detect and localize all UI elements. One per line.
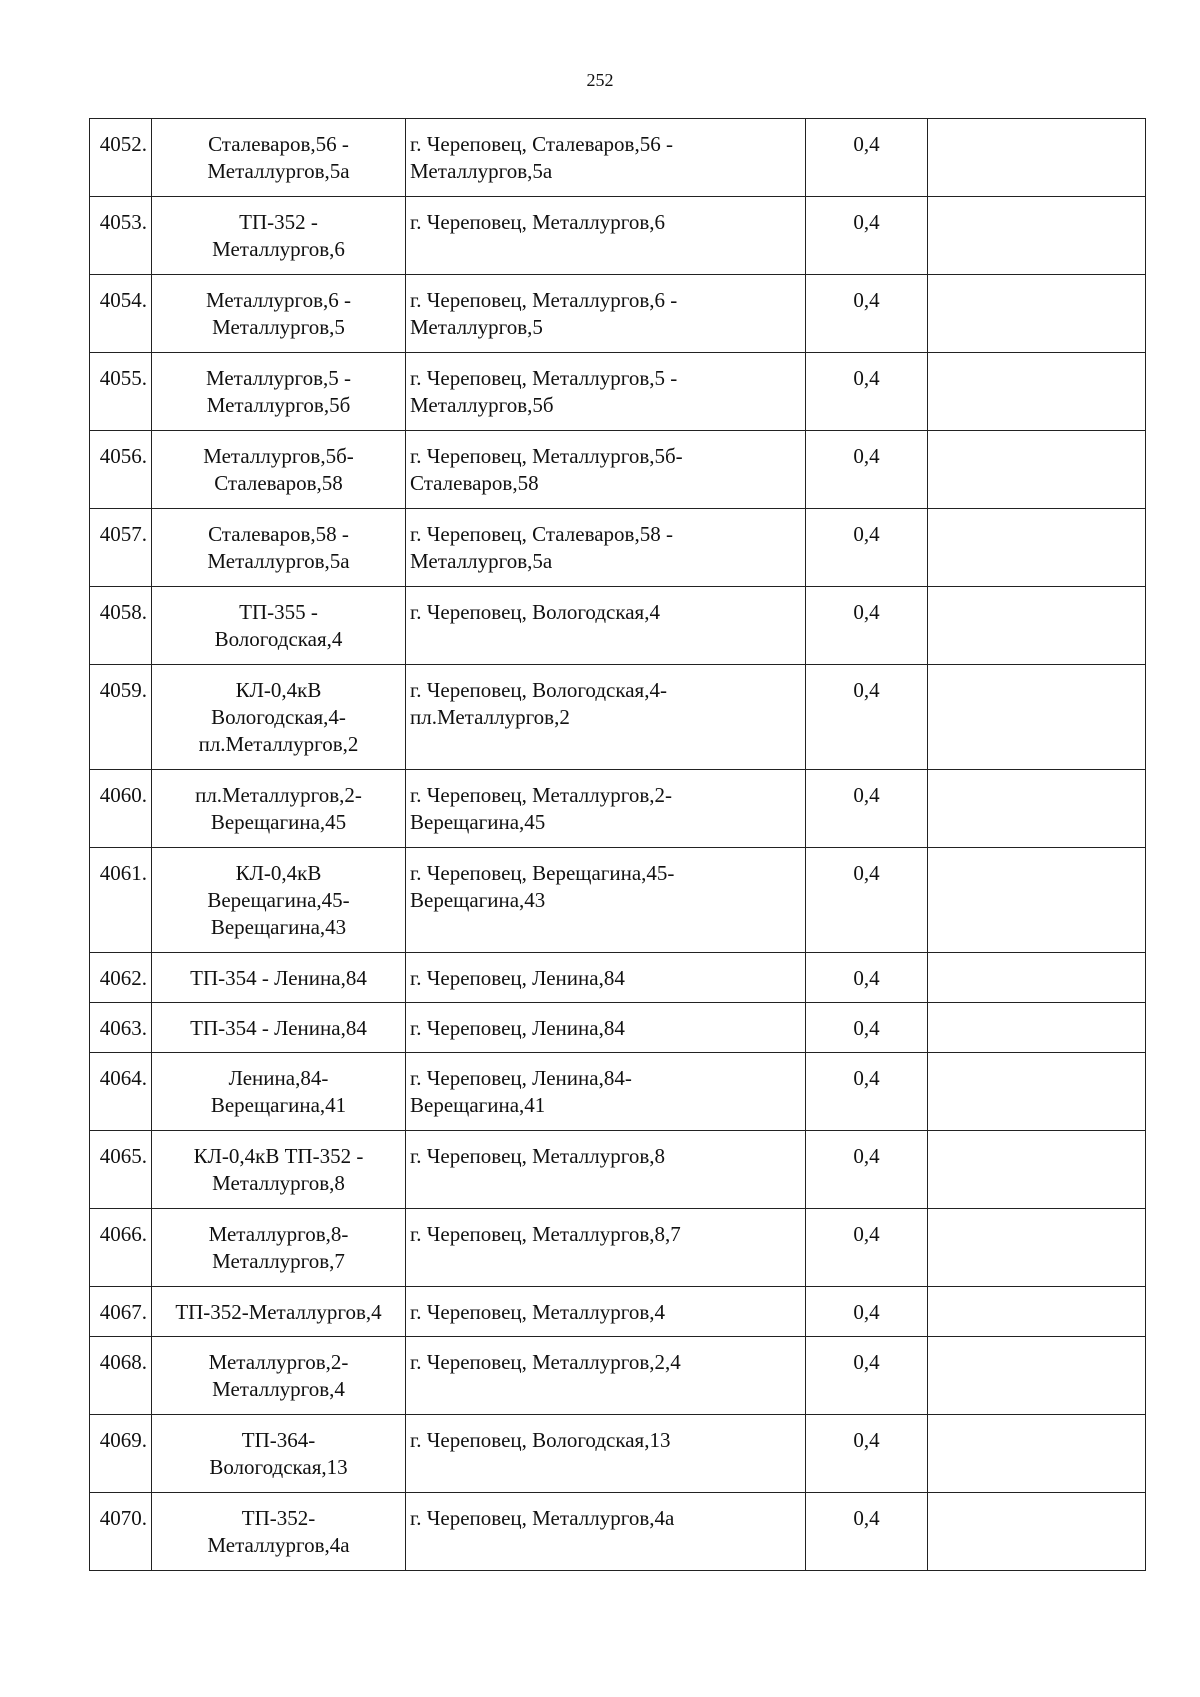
address-cell: г. Череповец, Металлургов,5 - Металлургов,5б	[406, 353, 806, 431]
voltage-cell: 0,4	[806, 275, 928, 353]
voltage-cell: 0,4	[806, 665, 928, 770]
line-name-cell: ТП-352-Металлургов,4	[152, 1287, 406, 1337]
row-number-cell: 4055.	[90, 353, 152, 431]
row-number-cell: 4053.	[90, 197, 152, 275]
voltage-cell: 0,4	[806, 953, 928, 1003]
registry-table	[89, 118, 1146, 1571]
extra-cell	[928, 665, 1146, 770]
voltage-cell: 0,4	[806, 1337, 928, 1415]
line-name-cell: Ленина,84- Верещагина,41	[152, 1053, 406, 1131]
voltage-cell: 0,4	[806, 848, 928, 953]
line-name-cell: КЛ-0,4кВ ТП-352 - Металлургов,8	[152, 1131, 406, 1209]
table-row	[90, 431, 1146, 509]
extra-cell	[928, 1415, 1146, 1493]
extra-cell	[928, 275, 1146, 353]
row-number-cell: 4054.	[90, 275, 152, 353]
voltage-cell: 0,4	[806, 431, 928, 509]
row-number-cell: 4058.	[90, 587, 152, 665]
voltage-cell: 0,4	[806, 770, 928, 848]
address-cell: г. Череповец, Сталеваров,58 - Металлургов,5а	[406, 509, 806, 587]
line-name-cell: Металлургов,2- Металлургов,4	[152, 1337, 406, 1415]
extra-cell	[928, 953, 1146, 1003]
extra-cell	[928, 197, 1146, 275]
table-row	[90, 1003, 1146, 1053]
row-number-cell: 4057.	[90, 509, 152, 587]
line-name-cell: Металлургов,5б- Сталеваров,58	[152, 431, 406, 509]
address-cell: г. Череповец, Металлургов,6 - Металлургов,5	[406, 275, 806, 353]
registry-table-body	[90, 119, 1146, 1571]
extra-cell	[928, 1287, 1146, 1337]
voltage-cell: 0,4	[806, 587, 928, 665]
line-name-cell: КЛ-0,4кВ Вологодская,4- пл.Металлургов,2	[152, 665, 406, 770]
table-row	[90, 275, 1146, 353]
address-cell: г. Череповец, Вологодская,13	[406, 1415, 806, 1493]
line-name-cell: ТП-354 - Ленина,84	[152, 953, 406, 1003]
table-row	[90, 953, 1146, 1003]
row-number-cell: 4065.	[90, 1131, 152, 1209]
row-number-cell: 4056.	[90, 431, 152, 509]
line-name-cell: Металлургов,5 - Металлургов,5б	[152, 353, 406, 431]
voltage-cell: 0,4	[806, 1415, 928, 1493]
row-number-cell: 4070.	[90, 1493, 152, 1571]
extra-cell	[928, 848, 1146, 953]
line-name-cell: ТП-354 - Ленина,84	[152, 1003, 406, 1053]
row-number-cell: 4063.	[90, 1003, 152, 1053]
table-row	[90, 848, 1146, 953]
line-name-cell: ТП-352 - Металлургов,6	[152, 197, 406, 275]
table-row	[90, 353, 1146, 431]
table-row	[90, 1337, 1146, 1415]
address-cell: г. Череповец, Металлургов,5б- Сталеваров,58	[406, 431, 806, 509]
address-cell: г. Череповец, Металлургов,8	[406, 1131, 806, 1209]
row-number-cell: 4067.	[90, 1287, 152, 1337]
extra-cell	[928, 1493, 1146, 1571]
extra-cell	[928, 509, 1146, 587]
row-number-cell: 4061.	[90, 848, 152, 953]
voltage-cell: 0,4	[806, 509, 928, 587]
voltage-cell: 0,4	[806, 1053, 928, 1131]
voltage-cell: 0,4	[806, 1493, 928, 1571]
address-cell: г. Череповец, Металлургов,4а	[406, 1493, 806, 1571]
address-cell: г. Череповец, Верещагина,45- Верещагина,43	[406, 848, 806, 953]
address-cell: г. Череповец, Ленина,84	[406, 1003, 806, 1053]
row-number-cell: 4052.	[90, 119, 152, 197]
table-row	[90, 1053, 1146, 1131]
table-row	[90, 119, 1146, 197]
address-cell: г. Череповец, Металлургов,6	[406, 197, 806, 275]
row-number-cell: 4068.	[90, 1337, 152, 1415]
table-row	[90, 1209, 1146, 1287]
address-cell: г. Череповец, Металлургов,2,4	[406, 1337, 806, 1415]
address-cell: г. Череповец, Металлургов,2- Верещагина,45	[406, 770, 806, 848]
row-number-cell: 4062.	[90, 953, 152, 1003]
extra-cell	[928, 119, 1146, 197]
voltage-cell: 0,4	[806, 1131, 928, 1209]
table-row	[90, 1415, 1146, 1493]
voltage-cell: 0,4	[806, 353, 928, 431]
voltage-cell: 0,4	[806, 1209, 928, 1287]
table-row	[90, 587, 1146, 665]
extra-cell	[928, 1209, 1146, 1287]
address-cell: г. Череповец, Ленина,84- Верещагина,41	[406, 1053, 806, 1131]
address-cell: г. Череповец, Металлургов,4	[406, 1287, 806, 1337]
table-row	[90, 197, 1146, 275]
voltage-cell: 0,4	[806, 197, 928, 275]
row-number-cell: 4060.	[90, 770, 152, 848]
table-row	[90, 665, 1146, 770]
line-name-cell: Сталеваров,58 - Металлургов,5а	[152, 509, 406, 587]
line-name-cell: КЛ-0,4кВ Верещагина,45- Верещагина,43	[152, 848, 406, 953]
voltage-cell: 0,4	[806, 119, 928, 197]
row-number-cell: 4069.	[90, 1415, 152, 1493]
address-cell: г. Череповец, Сталеваров,56 - Металлургов,5а	[406, 119, 806, 197]
line-name-cell: ТП-352- Металлургов,4а	[152, 1493, 406, 1571]
page-number: 252	[586, 70, 614, 90]
extra-cell	[928, 1053, 1146, 1131]
address-cell: г. Череповец, Вологодская,4- пл.Металлургов,2	[406, 665, 806, 770]
table-row	[90, 509, 1146, 587]
line-name-cell: Сталеваров,56 - Металлургов,5а	[152, 119, 406, 197]
address-cell: г. Череповец, Вологодская,4	[406, 587, 806, 665]
table-row	[90, 770, 1146, 848]
extra-cell	[928, 353, 1146, 431]
address-cell: г. Череповец, Металлургов,8,7	[406, 1209, 806, 1287]
extra-cell	[928, 1131, 1146, 1209]
row-number-cell: 4066.	[90, 1209, 152, 1287]
table-row	[90, 1131, 1146, 1209]
extra-cell	[928, 770, 1146, 848]
line-name-cell: ТП-364- Вологодская,13	[152, 1415, 406, 1493]
row-number-cell: 4064.	[90, 1053, 152, 1131]
line-name-cell: пл.Металлургов,2- Верещагина,45	[152, 770, 406, 848]
table-row	[90, 1287, 1146, 1337]
extra-cell	[928, 431, 1146, 509]
table-row	[90, 1493, 1146, 1571]
extra-cell	[928, 1003, 1146, 1053]
line-name-cell: Металлургов,6 - Металлургов,5	[152, 275, 406, 353]
voltage-cell: 0,4	[806, 1003, 928, 1053]
line-name-cell: ТП-355 - Вологодская,4	[152, 587, 406, 665]
extra-cell	[928, 587, 1146, 665]
line-name-cell: Металлургов,8- Металлургов,7	[152, 1209, 406, 1287]
voltage-cell: 0,4	[806, 1287, 928, 1337]
extra-cell	[928, 1337, 1146, 1415]
row-number-cell: 4059.	[90, 665, 152, 770]
address-cell: г. Череповец, Ленина,84	[406, 953, 806, 1003]
